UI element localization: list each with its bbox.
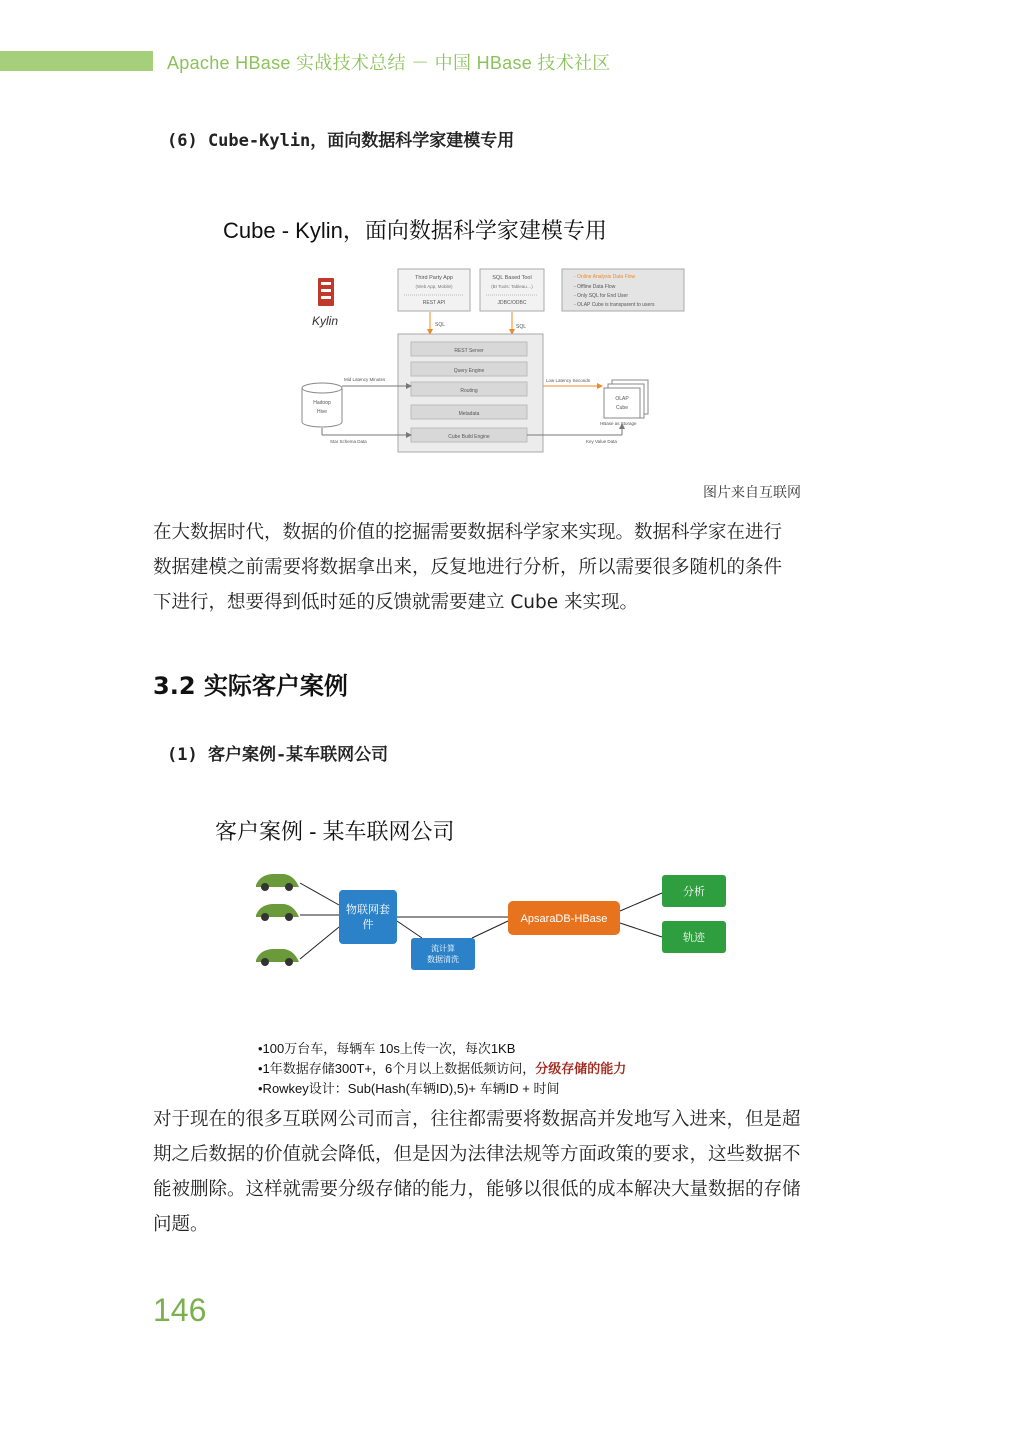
car-icon bbox=[256, 874, 299, 891]
bullet-item bbox=[258, 1059, 626, 1079]
svg-text:(BI Tools: Tableau…): (BI Tools: Tableau…) bbox=[491, 284, 533, 289]
svg-text:- Only SQL for End User: - Only SQL for End User bbox=[574, 293, 628, 299]
svg-text:REST API: REST API bbox=[422, 300, 446, 306]
svg-text:Hive: Hive bbox=[316, 409, 328, 415]
sql-tool-box bbox=[480, 269, 544, 311]
header-accent-bar bbox=[0, 51, 153, 71]
hadoop-hive-cylinder bbox=[302, 383, 342, 427]
svg-text:JDBC/ODBC: JDBC/ODBC bbox=[497, 300, 527, 306]
svg-text:Kylin: Kylin bbox=[312, 314, 339, 328]
analysis-box bbox=[662, 875, 726, 907]
case-bullet-list bbox=[258, 1039, 626, 1099]
third-party-app-box bbox=[398, 269, 470, 311]
svg-text:- Online Analysis Data Flow: - Online Analysis Data Flow bbox=[574, 274, 636, 280]
kylin-logo bbox=[312, 278, 338, 328]
paragraph-line: 在大数据时代，数据的价值的挖掘需要数据科学家来实现。数据科学家在进行 bbox=[153, 522, 783, 543]
svg-text:SQL: SQL bbox=[435, 322, 446, 328]
paragraph-line: 下进行，想要得到低时延的反馈就需要建立 Cube 来实现。 bbox=[153, 592, 639, 613]
case-heading-1: (1) 客户案例-某车联网公司 bbox=[167, 745, 389, 765]
svg-text:Metadata: Metadata bbox=[458, 411, 480, 417]
paragraph-tiered-storage bbox=[153, 1102, 868, 1242]
svg-text:REST Server: REST Server bbox=[454, 348, 484, 354]
svg-text:ApsaraDB-HBase: ApsaraDB-HBase bbox=[520, 913, 608, 925]
kylin-figure-title: Cube - Kylin，面向数据科学家建模专用 bbox=[223, 218, 607, 243]
kylin-architecture-diagram bbox=[290, 262, 700, 462]
trajectory-box bbox=[662, 921, 726, 953]
paragraph-line: 数据建模之前需要将数据拿出来，反复地进行分析，所以需要很多随机的条件 bbox=[153, 557, 783, 578]
figure-caption: 图片来自互联网 bbox=[703, 485, 801, 501]
paragraph-line: 能被删除。这样就需要分级存储的能力，能够以很低的成本解决大量数据的存储 bbox=[153, 1179, 801, 1200]
svg-text:件: 件 bbox=[362, 919, 374, 931]
svg-text:分析: 分析 bbox=[683, 886, 705, 898]
olap-cube bbox=[600, 380, 648, 426]
svg-text:轨迹: 轨迹 bbox=[683, 932, 705, 944]
svg-text:Hadoop: Hadoop bbox=[313, 400, 331, 406]
iov-figure-title: 客户案例 - 某车联网公司 bbox=[215, 819, 455, 844]
svg-text:(Web App, Mobile): (Web App, Mobile) bbox=[415, 284, 453, 289]
svg-text:Third Party App: Third Party App bbox=[415, 275, 453, 281]
iot-suite-box bbox=[339, 890, 397, 944]
svg-text:Star Schema Data: Star Schema Data bbox=[330, 439, 367, 444]
paragraph-cube bbox=[153, 515, 868, 620]
svg-text:Key Value Data: Key Value Data bbox=[586, 439, 617, 444]
bullet-item: •100万台车，每辆车 10s上传一次，每次1KB bbox=[258, 1041, 516, 1056]
svg-text:Low Latency Seconds: Low Latency Seconds bbox=[546, 378, 591, 383]
running-header: Apache HBase 实战技术总结 － 中国 HBase 技术社区 bbox=[167, 53, 611, 73]
section-heading-6: (6) Cube-Kylin，面向数据科学家建模专用 bbox=[167, 131, 515, 151]
car-icon bbox=[256, 949, 299, 966]
iov-architecture-diagram bbox=[250, 865, 740, 980]
data-flow-notes-box bbox=[562, 269, 684, 311]
paragraph-line: 问题。 bbox=[153, 1214, 209, 1235]
paragraph-line: 对于现在的很多互联网公司而言，往往都需要将数据高并发地写入进来，但是超 bbox=[153, 1109, 801, 1130]
svg-text:HBase as Storage: HBase as Storage bbox=[600, 421, 637, 426]
bullet-item: •Rowkey设计：Sub(Hash(车辆ID),5)+ 车辆ID + 时间 bbox=[258, 1081, 560, 1096]
svg-text:- Offline Data Flow: - Offline Data Flow bbox=[574, 284, 616, 290]
section-heading-3-2: 3.2 实际客户案例 bbox=[153, 672, 348, 700]
svg-text:SQL: SQL bbox=[516, 324, 527, 330]
svg-text:SQL Based Tool: SQL Based Tool bbox=[492, 275, 532, 281]
svg-text:Cube: Cube bbox=[616, 405, 628, 411]
bullet-emphasis: 分级存储的能力 bbox=[535, 1061, 627, 1076]
car-icon bbox=[256, 904, 299, 921]
svg-text:Query Engine: Query Engine bbox=[453, 368, 485, 374]
bullet-text: •1年数据存储300T+，6个月以上数据低频访问， bbox=[258, 1061, 536, 1076]
svg-text:OLAP: OLAP bbox=[615, 396, 629, 402]
svg-text:Routing: Routing bbox=[460, 388, 478, 394]
svg-text:- OLAP Cube is transparent to: - OLAP Cube is transparent to users bbox=[574, 302, 655, 308]
stream-compute-box bbox=[411, 938, 475, 970]
svg-text:Mid Latency Minutes: Mid Latency Minutes bbox=[344, 377, 386, 382]
svg-text:流计算: 流计算 bbox=[431, 944, 455, 953]
apsaradb-hbase-box bbox=[508, 901, 620, 935]
svg-text:Cube Build Engine: Cube Build Engine bbox=[448, 434, 490, 440]
paragraph-line: 期之后数据的价值就会降低，但是因为法律法规等方面政策的要求，这些数据不 bbox=[153, 1144, 801, 1165]
page-number: 146 bbox=[153, 1292, 207, 1328]
svg-text:数据清洗: 数据清洗 bbox=[427, 955, 459, 964]
svg-text:物联网套: 物联网套 bbox=[346, 904, 390, 916]
